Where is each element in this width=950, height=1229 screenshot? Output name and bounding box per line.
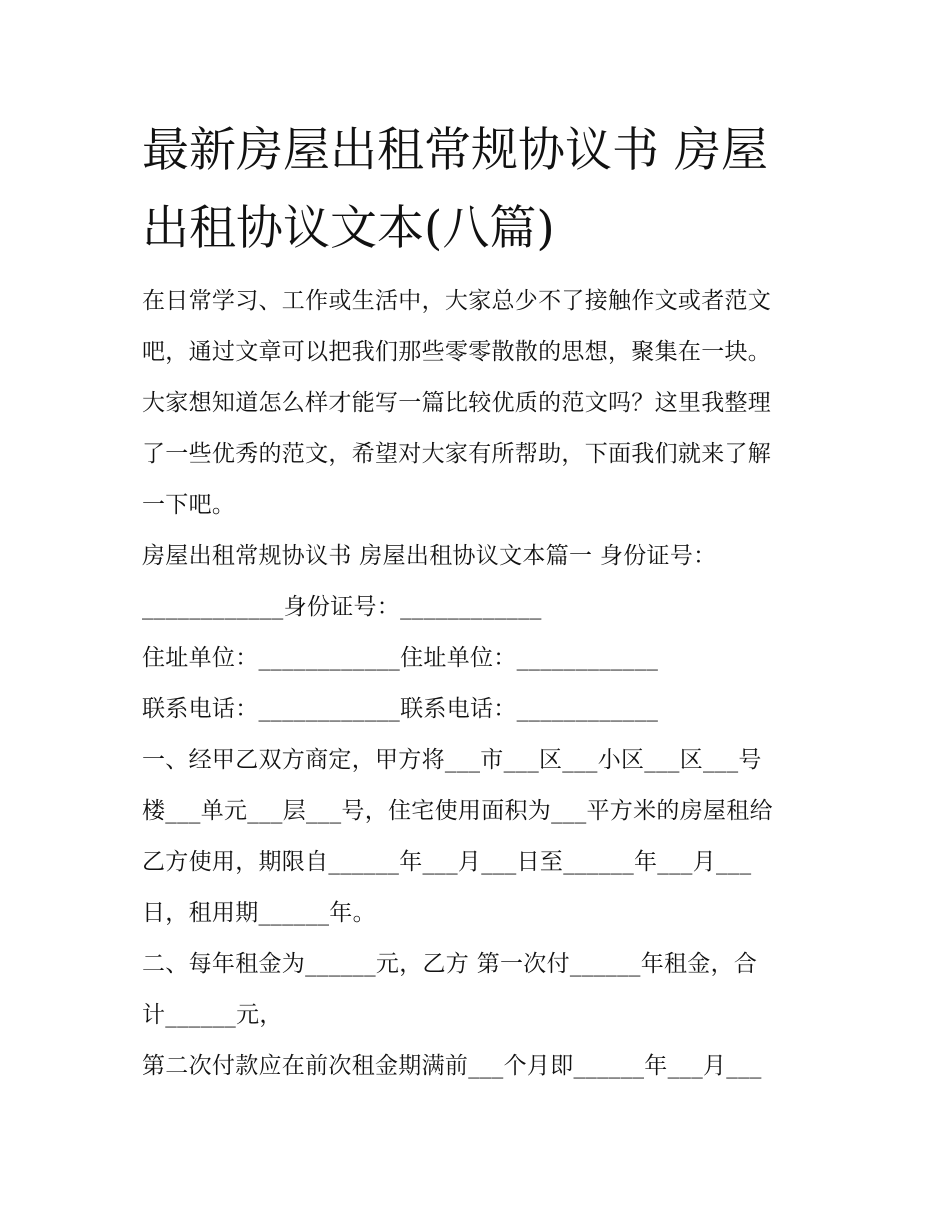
clause-line: 乙方使用，期限自______年___月___日至______年___月___ — [142, 849, 752, 875]
section-heading-line: 房屋出租常规协议书 房屋出租协议文本篇一 身份证号： — [142, 543, 717, 569]
paragraph-line: 在日常学习、工作或生活中，大家总少不了接触作文或者范文 — [142, 288, 772, 314]
paragraph-line: 一下吧。 — [142, 492, 236, 518]
document-body — [142, 276, 832, 1092]
clause-line: 计______元， — [142, 1002, 283, 1028]
clause-line: 楼___单元___层___号，住宅使用面积为___平方米的房屋租给 — [142, 798, 773, 824]
paragraph-line: 吧，通过文章可以把我们那些零零散散的思想，聚集在一块。 — [142, 339, 772, 365]
title-line-2: 出租协议文本(八篇) — [142, 201, 555, 256]
clause-line: 日，租用期______年。 — [142, 900, 376, 926]
document-title — [142, 112, 842, 268]
title-line-1: 最新房屋出租常规协议书 房屋 — [142, 123, 768, 178]
address-fields: 住址单位：____________住址单位：____________ — [142, 645, 659, 671]
phone-fields: 联系电话：____________联系电话：____________ — [142, 696, 659, 722]
clause-line: 一、经甲乙双方商定，甲方将___市___区___小区___区___号 — [142, 747, 762, 773]
paragraph-line: 大家想知道怎么样才能写一篇比较优质的范文吗？这里我整理 — [142, 390, 772, 416]
clause-line: 第二次付款应在前次租金期满前___个月即______年___月___ — [142, 1053, 762, 1079]
paragraph-line: 了一些优秀的范文，希望对大家有所帮助，下面我们就来了解 — [142, 441, 772, 467]
id-number-fields: ____________身份证号：____________ — [142, 594, 542, 620]
clause-line: 二、每年租金为______元，乙方 第一次付______年租金，合 — [142, 951, 758, 977]
